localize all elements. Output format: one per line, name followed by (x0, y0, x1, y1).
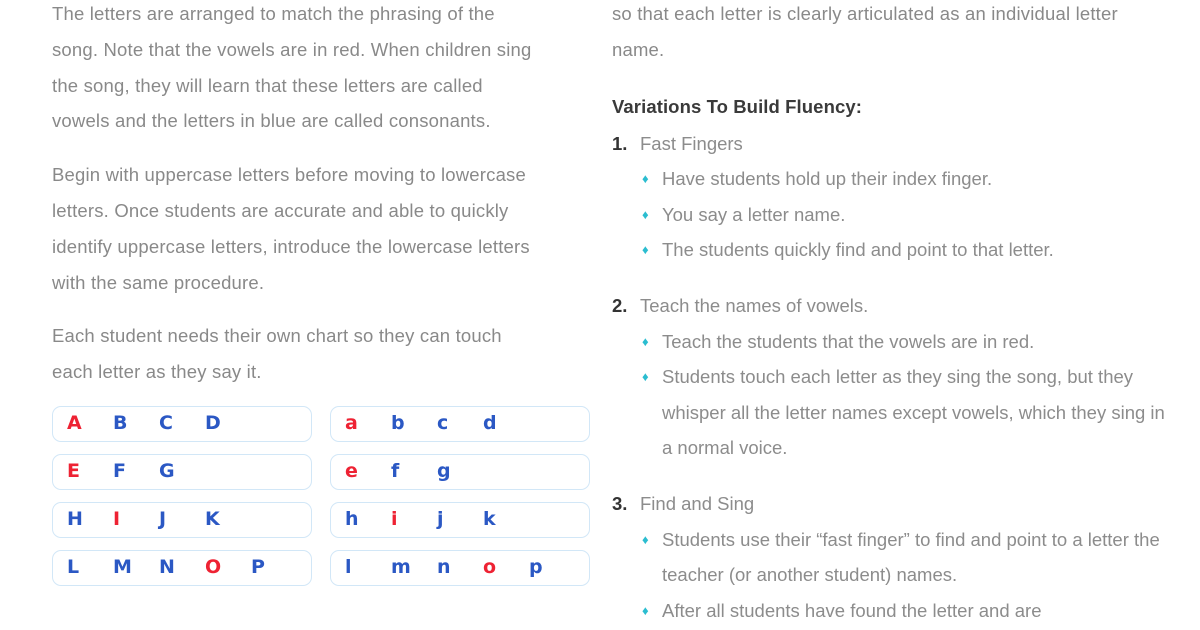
letter-m: m (391, 556, 411, 579)
letter-N: N (159, 556, 175, 579)
section-heading-variations: Variations To Build Fluency: (612, 95, 862, 117)
bullet-text: Students touch each letter as they sing the song, but they whisper all the letter names except vowels, which they sing in a normal voice. (662, 366, 1165, 459)
letter-g: g (437, 460, 451, 483)
variation-number: 1. (612, 132, 628, 154)
letter-row-uppercase-4 (52, 550, 312, 586)
letter-a: a (345, 412, 358, 435)
letter-O: O (205, 556, 222, 579)
letter-o: o (483, 556, 497, 579)
letter-E: E (67, 460, 80, 483)
variation-title: Find and Sing (640, 492, 755, 514)
letter-c: c (437, 412, 449, 435)
variation-number: 3. (612, 492, 628, 514)
variations-list (612, 126, 1170, 629)
letter-K: K (205, 508, 220, 531)
variation-title: Fast Fingers (640, 132, 743, 154)
lowercase-chart (330, 406, 590, 586)
letter-row-lowercase-2 (330, 454, 590, 490)
variation-bullet (640, 359, 1170, 466)
letter-h: h (345, 508, 359, 531)
letter-row-uppercase-3 (52, 502, 312, 538)
letter-row-lowercase-3 (330, 502, 590, 538)
bullet-diamond-icon: ♦ (642, 602, 649, 618)
bullet-text: The students quickly find and point to that letter. (662, 239, 1054, 261)
letter-k: k (483, 508, 496, 531)
variation-bullet (640, 197, 1170, 233)
bullet-diamond-icon: ♦ (642, 333, 649, 349)
letter-C: C (159, 412, 173, 435)
variation-bullet (640, 522, 1170, 593)
variation-bullet (640, 161, 1170, 197)
letter-f: f (391, 460, 400, 483)
variation-item-2 (612, 288, 1170, 466)
bullet-diamond-icon: ♦ (642, 171, 649, 187)
variation-bullet (640, 324, 1170, 360)
variation-bullet (640, 232, 1170, 268)
variation-number: 2. (612, 294, 628, 316)
letter-B: B (113, 412, 128, 435)
letter-j: j (437, 508, 444, 531)
bullet-text: Have students hold up their index finger. (662, 168, 993, 190)
letter-row-uppercase-2 (52, 454, 312, 490)
bullet-diamond-icon: ♦ (642, 531, 649, 547)
letter-row-uppercase-1 (52, 406, 312, 442)
letter-i: i (391, 508, 398, 531)
paragraph-own-chart: Each student needs their own chart so they can touch each letter as they say it. (52, 325, 502, 383)
letter-chart (52, 406, 543, 586)
bullet-diamond-icon: ♦ (642, 242, 649, 258)
letter-P: P (251, 556, 265, 579)
variation-item-1 (612, 126, 1170, 268)
bullet-diamond-icon: ♦ (642, 369, 649, 385)
letter-D: D (205, 412, 221, 435)
right-column (600, 0, 1200, 630)
variation-title-line (612, 288, 1170, 324)
letter-d: d (483, 412, 497, 435)
letter-L: L (67, 556, 80, 579)
letter-M: M (113, 556, 132, 579)
letter-A: A (67, 412, 82, 435)
variation-item-3 (612, 486, 1170, 628)
letter-J: J (159, 508, 167, 531)
letter-row-lowercase-4 (330, 550, 590, 586)
variation-title: Teach the names of vowels. (640, 294, 869, 316)
variation-bullet (640, 593, 1170, 629)
paragraph-uppercase-first: Begin with uppercase letters before moving to lowercase letters. Once students are accurate and able to quickly identify uppercase letters, introduce the lowercase letters with the same procedure. (52, 164, 530, 293)
variation-bullet-list (612, 522, 1170, 629)
bullet-text: Teach the students that the vowels are in red. (662, 330, 1035, 352)
variation-bullet-list (612, 161, 1170, 268)
paragraph-continued-letter-name: so that each letter is clearly articulated as an individual letter name. (612, 3, 1118, 60)
letter-I: I (113, 508, 121, 531)
variation-title-line (612, 486, 1170, 522)
letter-F: F (113, 460, 126, 483)
letter-n: n (437, 556, 451, 579)
letter-p: p (529, 556, 543, 579)
letter-l: l (345, 556, 352, 579)
variation-title-line (612, 126, 1170, 162)
letter-G: G (159, 460, 175, 483)
bullet-diamond-icon: ♦ (642, 206, 649, 222)
bullet-text: Students use their “fast finger” to find and point to a letter the teacher (or another student) names. (662, 528, 1160, 586)
uppercase-chart (52, 406, 312, 586)
letter-H: H (67, 508, 83, 531)
letter-b: b (391, 412, 405, 435)
bullet-text: After all students have found the letter and are (662, 599, 1042, 621)
letter-e: e (345, 460, 358, 483)
variation-bullet-list (612, 324, 1170, 466)
bullet-text: You say a letter name. (662, 203, 846, 225)
paragraph-letters-arrangement: The letters are arranged to match the phrasing of the song. Note that the vowels are in red. When children sing the song, they will learn that these letters are called vowels and the letters in blue are called consonants. (52, 3, 532, 132)
letter-row-lowercase-1 (330, 406, 590, 442)
